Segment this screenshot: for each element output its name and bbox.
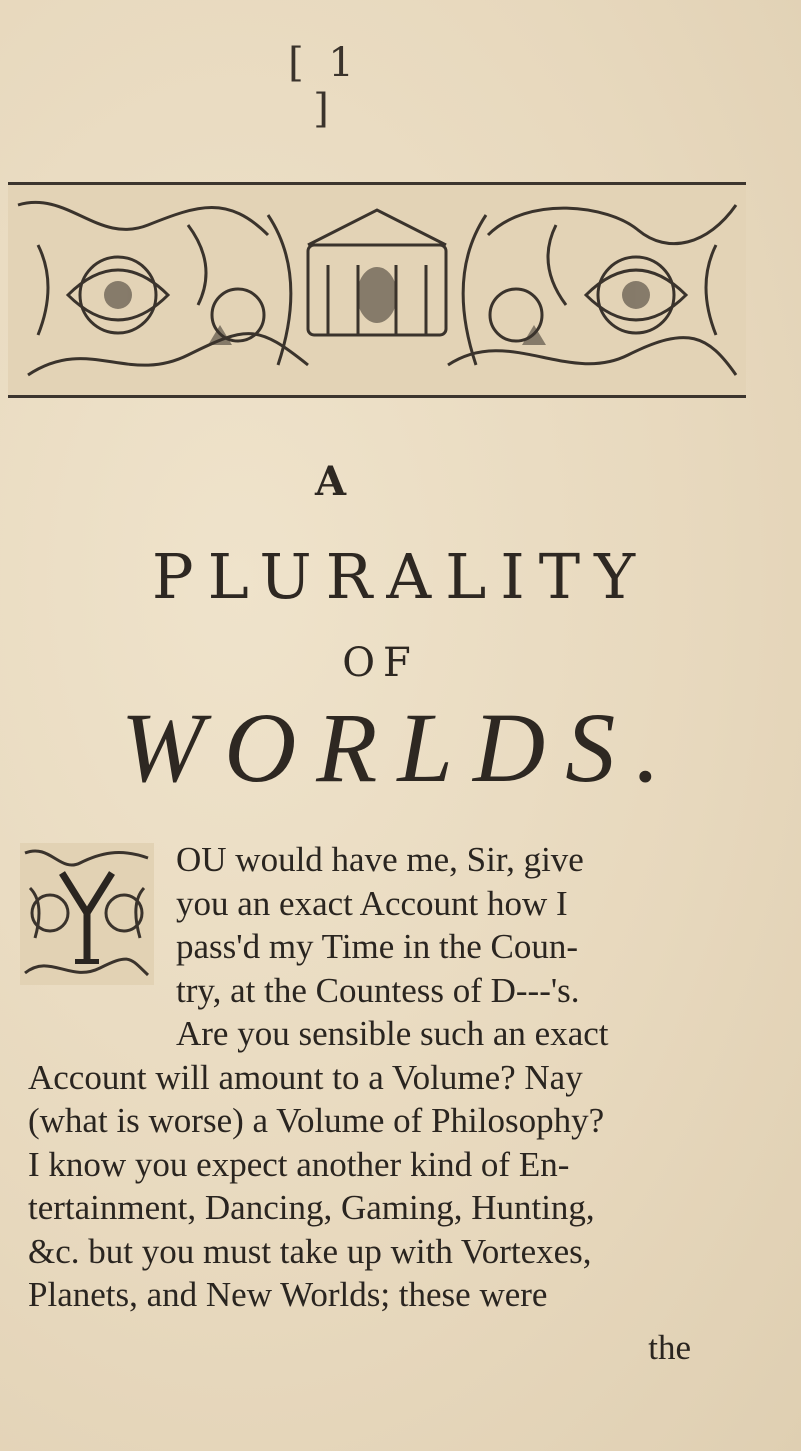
headpiece-ornament (8, 182, 746, 398)
text-line: you an exact Account how I (176, 883, 568, 923)
title-of: OF (342, 640, 419, 686)
text-line: tertainment, Dancing, Gaming, Hunting, (28, 1188, 595, 1227)
text-line: Planets, and New Worlds; these were (28, 1275, 548, 1314)
text-line: try, at the Countess of D---'s. (176, 970, 580, 1010)
text-line: OU would have me, Sir, give (176, 840, 584, 879)
catchword: the (648, 1328, 691, 1367)
title-main: PLURALITY (151, 540, 650, 613)
text-line: &c. but you must take up with Vortexes, (28, 1231, 592, 1271)
title-worlds: WORLDS. (120, 692, 681, 803)
woodcut-ornament-band-icon (8, 185, 746, 395)
text-line: pass'd my Time in the Coun- (176, 927, 579, 966)
text-line: (what is worse) a Volume of Philosophy? (28, 1101, 605, 1140)
text-line: Are you sensible such an exact (176, 1014, 609, 1053)
title-article: A (314, 458, 347, 505)
text-line: Account will amount to a Volume? Nay (28, 1057, 583, 1097)
page-number: [ 1 ] (288, 40, 360, 132)
text-line: I know you expect another kind of En- (28, 1144, 570, 1184)
body-text (28, 838, 728, 1317)
